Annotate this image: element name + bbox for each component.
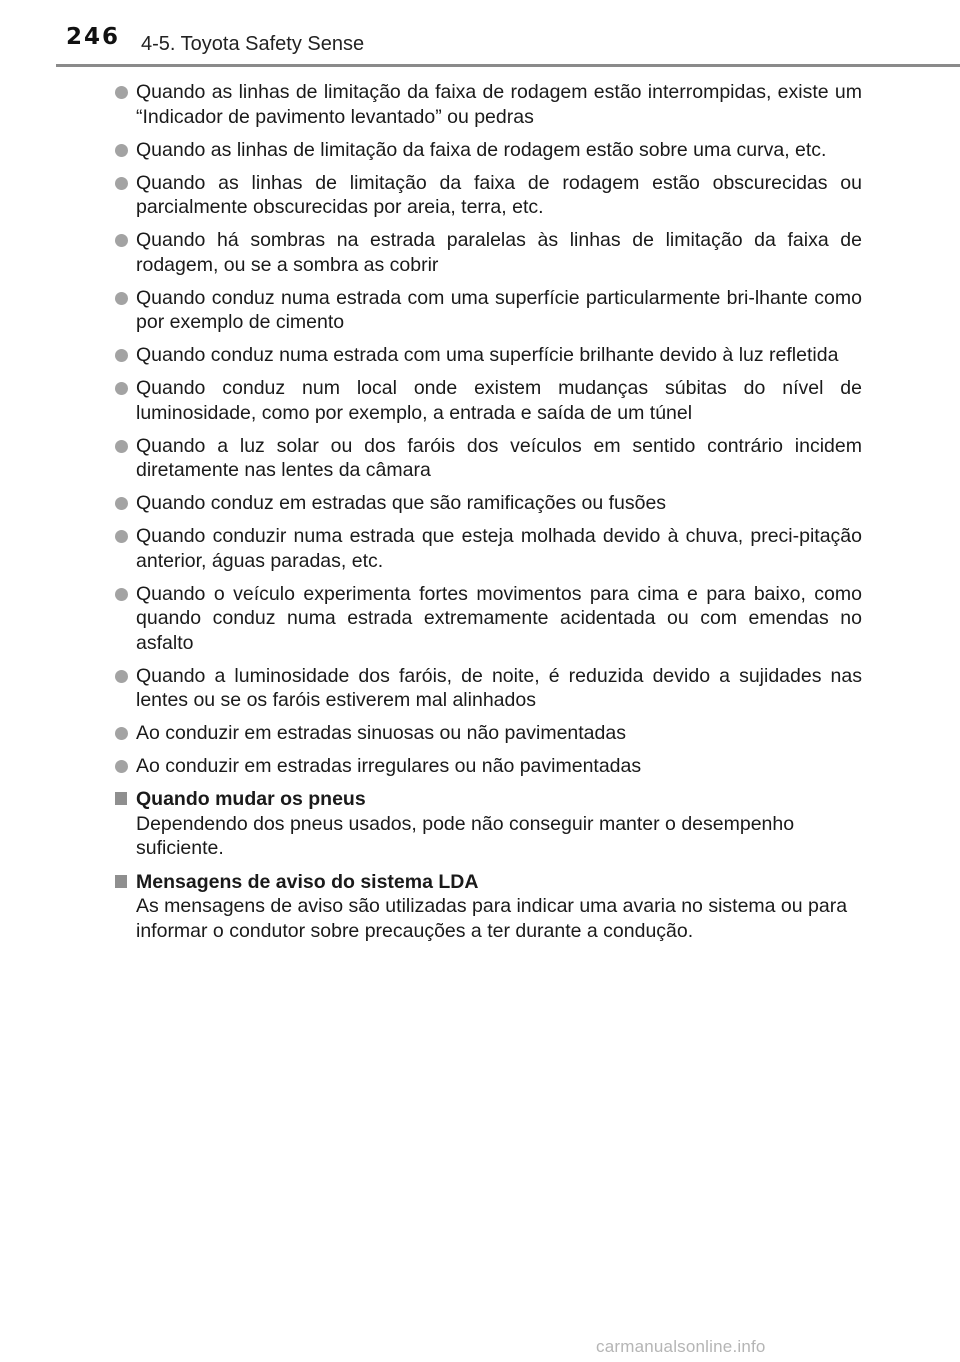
watermark: carmanualsonline.info <box>596 1337 766 1356</box>
condition-list <box>114 80 862 779</box>
section-heading-text: Mensagens de aviso do sistema LDA <box>136 870 479 893</box>
list-item <box>114 524 862 573</box>
section-heading-text: Quando mudar os pneus <box>136 788 366 810</box>
list-item <box>114 376 862 425</box>
square-bullet-icon <box>115 875 127 888</box>
list-item <box>114 343 862 368</box>
list-item <box>114 80 862 129</box>
section-heading-warnings <box>114 870 862 895</box>
section-body-tires: Dependendo dos pneus usados, pode não conseguir manter o desempenho suficiente. <box>136 812 795 859</box>
page-number: 246 <box>66 24 121 50</box>
list-item <box>114 138 862 163</box>
list-item <box>114 228 862 277</box>
list-item <box>114 664 862 713</box>
section-title: 4-5. Toyota Safety Sense <box>141 33 365 55</box>
list-item-text: Quando as linhas de limitação da faixa de rodagem estão sobre uma curva, etc. <box>136 138 827 161</box>
list-item-text: Quando a luz solar ou dos faróis dos veículos em sentido contrário incidem diretamente nas lentes da câmara <box>136 434 862 481</box>
list-item <box>114 286 862 335</box>
list-item-text: Quando o veículo experimenta fortes movimentos para cima e para baixo, como quando conduz numa estrada extremamente acidentada ou com emendas no asfalto <box>136 582 862 654</box>
list-item <box>114 171 862 220</box>
list-item <box>114 582 862 656</box>
list-item-text: Quando conduz em estradas que são ramificações ou fusões <box>136 492 667 514</box>
list-item <box>114 754 862 779</box>
section-heading-tires <box>114 787 862 812</box>
list-item <box>114 491 862 516</box>
page-content <box>114 80 862 952</box>
list-item <box>114 434 862 483</box>
list-item-text: Quando conduz numa estrada com uma superfície particularmente bri-lhante como por exemplo de cimento <box>136 286 862 333</box>
section-body-warnings: As mensagens de aviso são utilizadas para indicar uma avaria no sistema ou para informar o condutor sobre precauções a ter durante a condução. <box>136 895 848 942</box>
list-item-text: Quando há sombras na estrada paralelas às linhas de limitação da faixa de rodagem, ou se a sombra as cobrir <box>136 229 862 276</box>
list-item-text: Ao conduzir em estradas sinuosas ou não pavimentadas <box>136 722 626 744</box>
header-divider <box>56 64 960 67</box>
list-item-text: Quando conduz num local onde existem mudanças súbitas do nível de luminosidade, como por exemplo, a entrada e saída de um túnel <box>136 377 862 424</box>
list-item-text: Quando as linhas de limitação da faixa de rodagem estão obscurecidas ou parcialmente obscurecidas por areia, terra, etc. <box>136 171 862 218</box>
list-item-text: Quando as linhas de limitação da faixa de rodagem estão interrompidas, existe um “Indicador de pavimento levantado” ou pedras <box>136 81 862 128</box>
square-bullet-icon <box>115 792 127 805</box>
list-item-text: Ao conduzir em estradas irregulares ou não pavimentadas <box>136 755 642 777</box>
list-item-text: Quando conduzir numa estrada que esteja molhada devido à chuva, preci-pitação anterior, águas paradas, etc. <box>136 525 862 572</box>
list-item <box>114 721 862 746</box>
list-item-text: Quando a luminosidade dos faróis, de noite, é reduzida devido a sujidades nas lentes ou se os faróis estiverem mal alinhados <box>136 664 862 711</box>
page-header <box>0 0 960 62</box>
list-item-text: Quando conduz numa estrada com uma superfície brilhante devido à luz refletida <box>136 344 839 366</box>
